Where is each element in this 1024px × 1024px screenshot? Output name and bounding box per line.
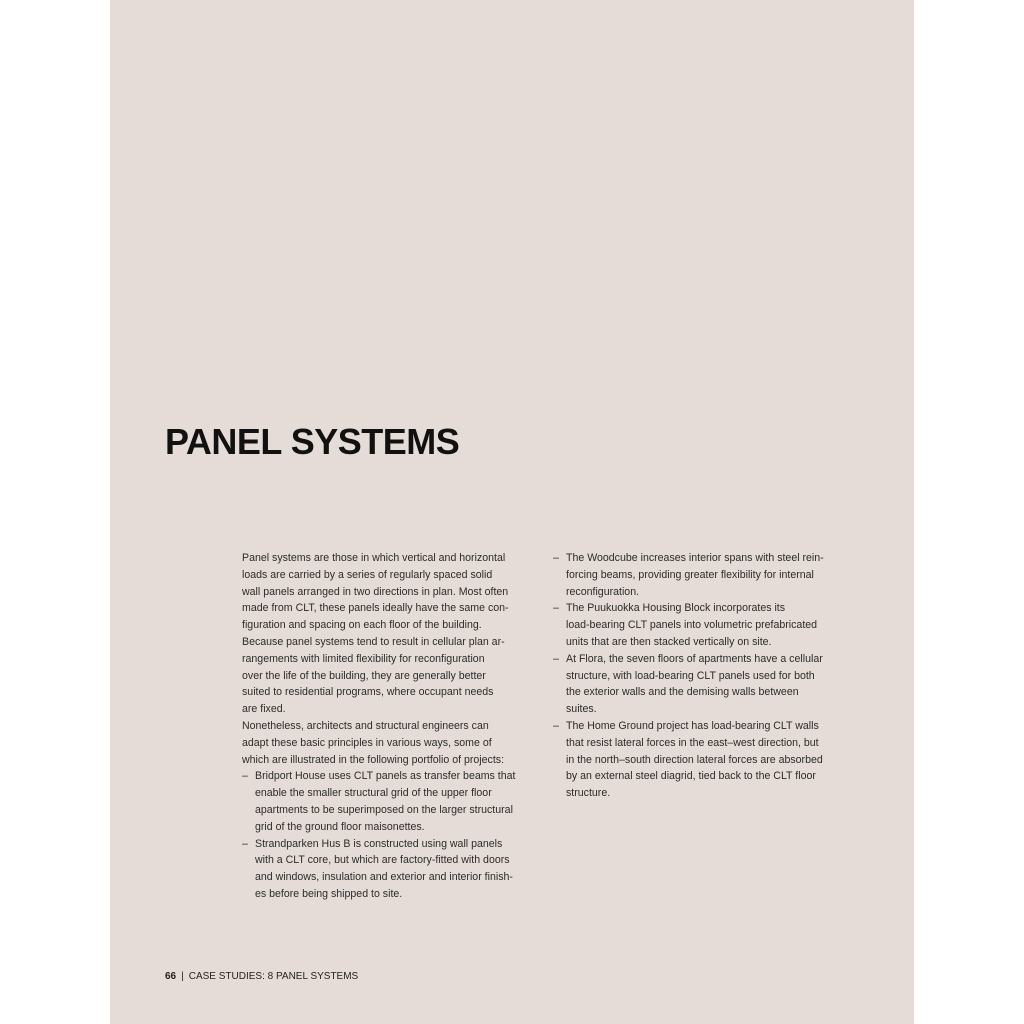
text-line: over the life of the building, they are generally better xyxy=(242,669,486,682)
page-footer xyxy=(165,971,358,982)
text-line: structure. xyxy=(566,787,611,800)
page-number: 66 xyxy=(165,971,177,982)
text-line: the exterior walls and the demising walls between xyxy=(566,686,799,699)
intro-paragraph xyxy=(242,550,542,718)
text-line: es before being shipped to site. xyxy=(255,887,403,900)
text-line: Because panel systems tend to result in cellular plan ar- xyxy=(242,635,505,648)
text-line: apartments to be superimposed on the larger structural xyxy=(255,803,513,816)
text-line: wall panels arranged in two directions in plan. Most often xyxy=(242,585,509,598)
text-line: are fixed. xyxy=(242,703,286,716)
text-line: which are illustrated in the following portfolio of projects: xyxy=(242,753,505,766)
page-title: PANEL SYSTEMS xyxy=(165,421,460,462)
text-line: – The Woodcube increases interior spans with steel rein- xyxy=(566,552,824,564)
text-line: – The Puukuokka Housing Block incorporates its xyxy=(566,602,786,615)
list-item xyxy=(242,836,542,903)
text-line: that resist lateral forces in the east–west direction, but xyxy=(566,736,819,749)
project-list xyxy=(242,768,542,902)
text-line: loads are carried by a series of regularly spaced solid xyxy=(242,568,493,581)
footer-separator: | xyxy=(181,971,184,982)
text-line: structure, with load-bearing CLT panels used for both xyxy=(566,669,815,682)
text-line: in the north–south direction lateral forces are absorbed xyxy=(566,753,823,766)
text-line: – At Flora, the seven floors of apartments have a cellular xyxy=(566,652,823,665)
text-line: by an external steel diagrid, tied back to the CLT floor xyxy=(566,770,816,783)
list-item xyxy=(242,768,542,835)
text-line: – The Home Ground project has load-bearing CLT walls xyxy=(566,719,819,732)
second-paragraph xyxy=(242,718,542,768)
text-line: and windows, insulation and exterior and interior finish- xyxy=(255,871,513,884)
section-title: CASE STUDIES: 8 PANEL SYSTEMS xyxy=(188,971,359,982)
text-line: units that are then stacked vertically on site. xyxy=(566,635,772,648)
text-line: load-bearing CLT panels into volumetric prefabricated xyxy=(566,619,818,632)
text-line: rangements with limited flexibility for reconfiguration xyxy=(242,652,485,665)
text-line: figuration and spacing on each floor of the building. xyxy=(242,619,482,632)
text-line: Panel systems are those in which vertical and horizontal xyxy=(242,552,506,564)
text-line: grid of the ground floor maisonettes. xyxy=(255,820,425,833)
list-item xyxy=(553,550,853,600)
right-column xyxy=(553,550,853,802)
page xyxy=(110,0,914,1024)
left-column xyxy=(242,550,542,903)
text-line: – Bridport House uses CLT panels as transfer beams that xyxy=(255,770,516,783)
list-item xyxy=(553,651,853,718)
list-item xyxy=(553,718,853,802)
text-line: enable the smaller structural grid of the upper floor xyxy=(255,787,492,800)
text-line: suited to residential programs, where occupant needs xyxy=(242,686,494,699)
text-line: forcing beams, providing greater flexibility for internal xyxy=(566,568,814,581)
project-list xyxy=(553,550,853,802)
text-line: with a CLT core, but which are factory-fitted with doors xyxy=(255,854,510,867)
text-line: reconfiguration. xyxy=(566,585,640,598)
text-line: suites. xyxy=(566,703,597,716)
text-line: adapt these basic principles in various ways, some of xyxy=(242,736,492,749)
text-line: made from CLT, these panels ideally have the same con- xyxy=(242,602,509,615)
text-line: Nonetheless, architects and structural engineers can xyxy=(242,719,489,732)
list-item xyxy=(553,600,853,650)
text-line: – Strandparken Hus B is constructed using wall panels xyxy=(255,837,503,850)
